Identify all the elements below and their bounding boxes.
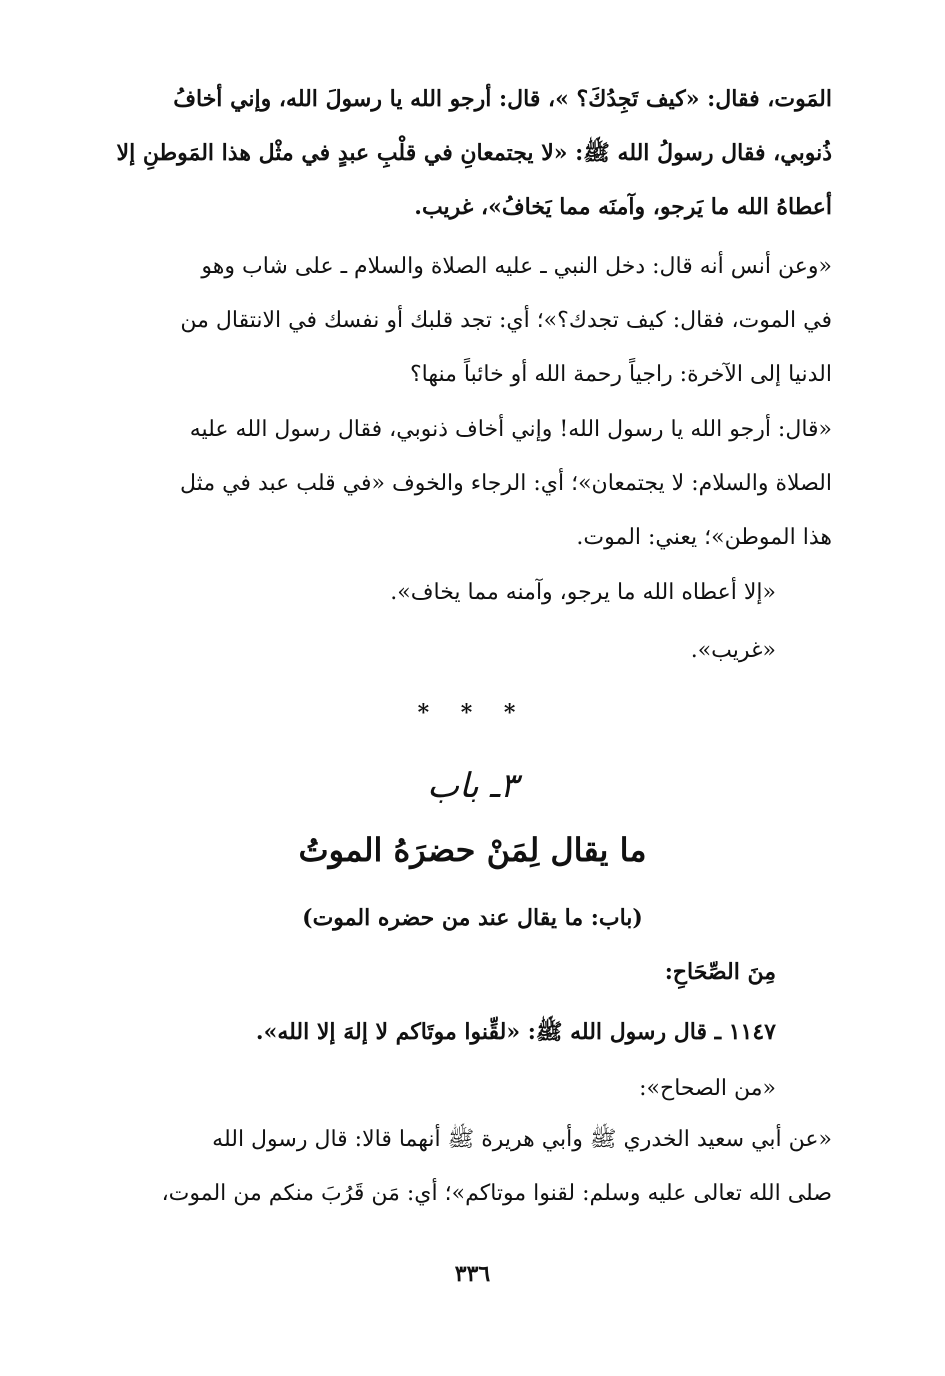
page-number: ٣٣٦ bbox=[454, 1261, 491, 1287]
paragraph-line: هذا الموطن»؛ يعني: الموت. bbox=[576, 525, 832, 550]
chapter-title: ما يقال لِمَنْ حضرَهُ الموتُ bbox=[298, 831, 647, 869]
chapter-label: ٣ـ باب bbox=[427, 766, 518, 806]
paragraph-5 bbox=[112, 624, 832, 678]
hadith-line: ١١٤٧ ـ قال رسول الله ﷺ: «لقِّنوا موتَاكم لا إلهَ إلا الله». bbox=[255, 1019, 776, 1045]
paragraph-line: المَوت، فقال: «كيف تَجِدُكَ؟ »، قال: أرجو الله يا رسولَ الله، وإني أخافُ bbox=[173, 86, 832, 112]
paragraph-line: صلى الله تعالى عليه وسلم: لقنوا موتاكم»؛ أي: مَن قَرُبَ منكم من الموت، bbox=[161, 1181, 832, 1206]
sihah-heading: مِنَ الصِّحَاحِ: bbox=[664, 959, 776, 985]
chapter-subtitle: (باب: ما يقال عند من حضره الموت) bbox=[302, 905, 643, 931]
paragraph-line: الدنيا إلى الآخرة: راجياً رحمة الله أو خائباً منها؟ bbox=[409, 362, 832, 387]
paragraph-line: «غريب». bbox=[690, 638, 776, 663]
paragraph-line: «عن أبي سعيد الخدري ﷺ وأبي هريرة ﷺ أنهما قالا: قال رسول الله bbox=[212, 1127, 832, 1152]
paragraph-line: أعطاهُ الله ما يَرجو، وآمنَه مما يَخافُ»، غريب. bbox=[414, 194, 832, 220]
paragraph-line: «وعن أنس أنه قال: دخل النبي ـ عليه الصلاة والسلام ـ على شاب وهو bbox=[201, 254, 832, 279]
paragraph-line: ذُنوبي، فقال رسولُ الله ﷺ: «لا يجتمعانِ في قلْبِ عبدٍ في مثْل هذا المَوطنِ إلا bbox=[116, 140, 832, 166]
paragraph-3 bbox=[112, 403, 832, 565]
paragraph-1 bbox=[112, 72, 832, 234]
paragraph-4 bbox=[112, 566, 832, 620]
paragraph-line: الصلاة والسلام: لا يجتمعان»؛ أي: الرجاء والخوف «في قلب عبد في مثل bbox=[180, 471, 832, 496]
paragraph-6 bbox=[112, 1113, 832, 1221]
paragraph-line: «إلا أعطاه الله ما يرجو، وآمنه مما يخاف». bbox=[390, 580, 776, 605]
paragraph-2 bbox=[112, 240, 832, 402]
section-separator: * * * bbox=[417, 700, 528, 726]
sihah-quote: «من الصحاح»: bbox=[639, 1076, 776, 1101]
paragraph-line: في الموت، فقال: كيف تجدك؟»؛ أي: تجد قلبك أو نفسك في الانتقال من bbox=[180, 308, 832, 333]
paragraph-line: «قال: أرجو الله يا رسول الله! وإني أخاف ذنوبي، فقال رسول الله عليه bbox=[189, 417, 832, 442]
